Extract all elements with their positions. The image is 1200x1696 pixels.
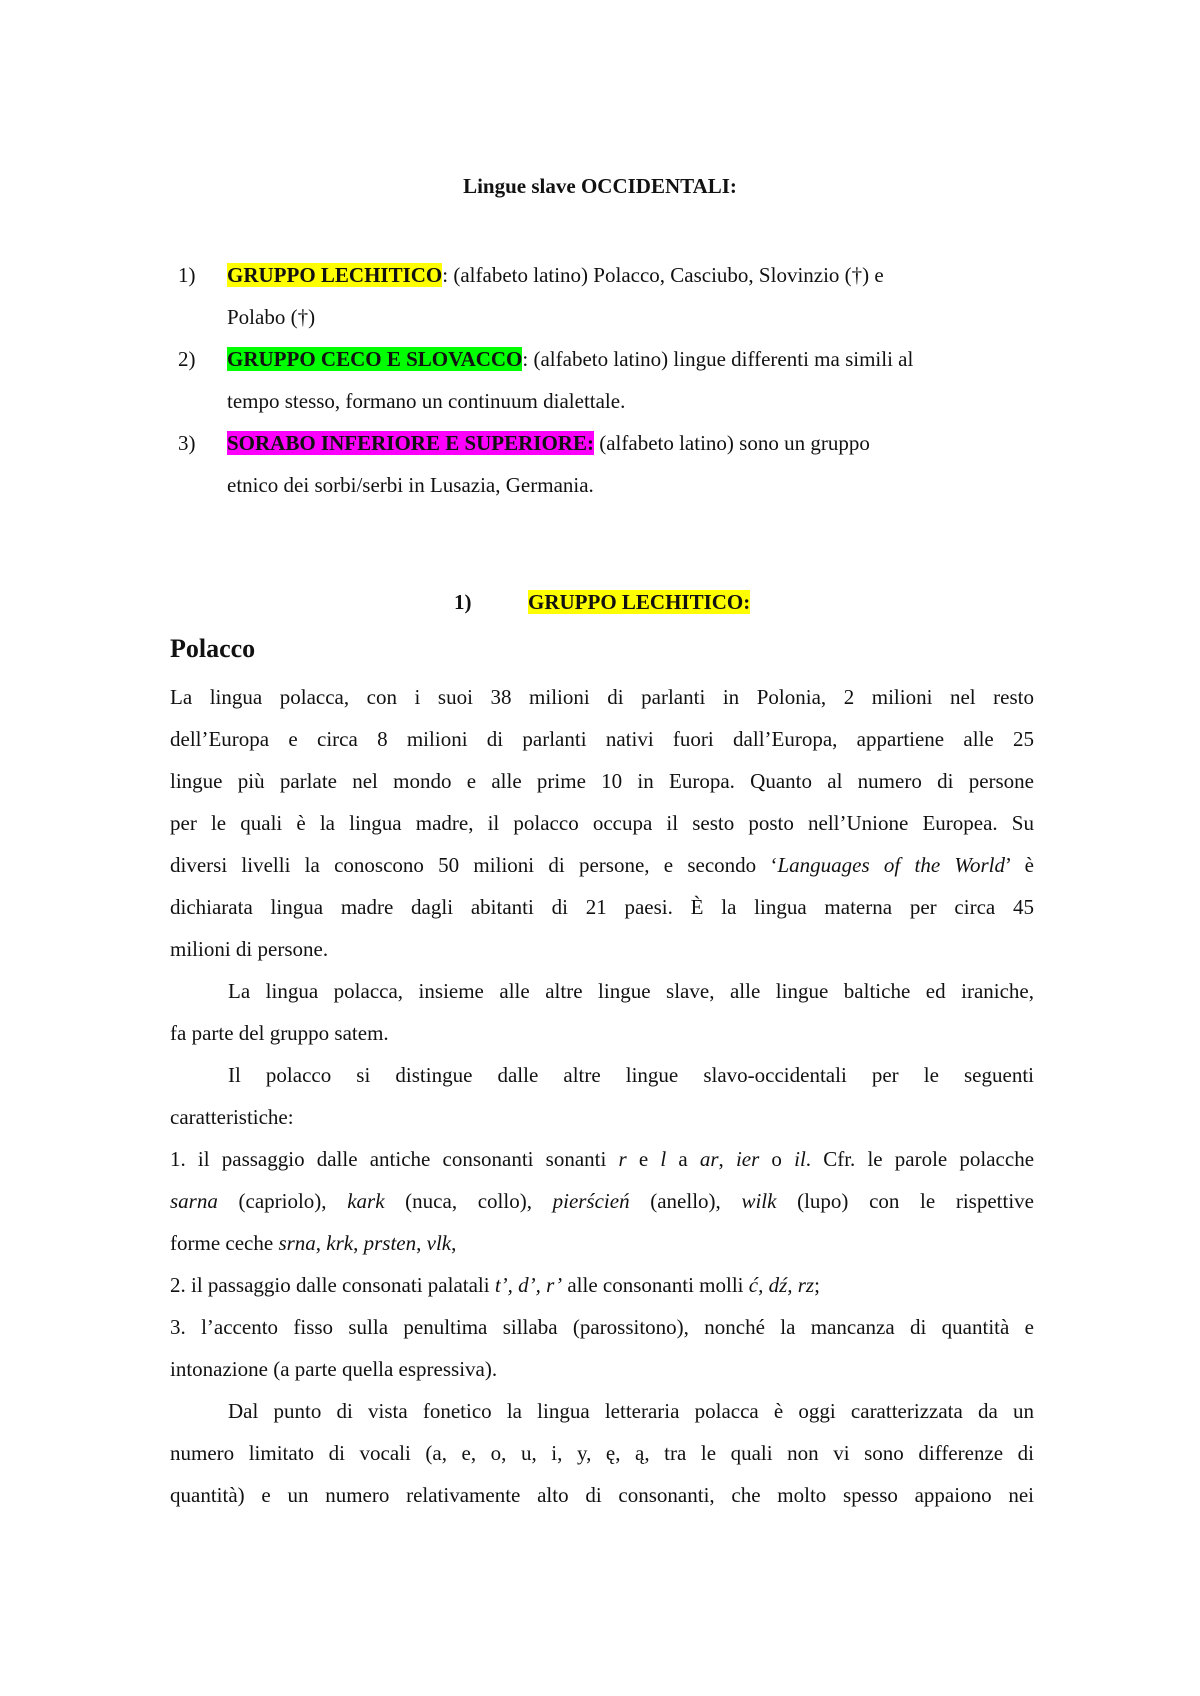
list-item-line bbox=[227, 338, 1040, 380]
text-line: Il polacco si distingue dalle altre lingue slavo-occidentali per le seguenti bbox=[228, 1063, 1034, 1087]
text-line: lingue più parlate nel mondo e alle prime 10 in Europa. Quanto al numero di persone bbox=[170, 769, 1034, 793]
list-item-text: (alfabeto latino) sono un gruppo bbox=[593, 431, 870, 455]
text-line: dichiarata lingua madre dagli abitanti di 21 paesi. È la lingua materna per circa 45 bbox=[170, 895, 1034, 919]
text-line: dell’Europa e circa 8 milioni di parlanti nativi fuori dall’Europa, appartiene alle 25 bbox=[170, 727, 1034, 751]
text-line: forme ceche srna, krk, prsten, vlk, bbox=[170, 1231, 457, 1255]
highlight-sorbian: SORABO INFERIORE E SUPERIORE: bbox=[227, 431, 594, 455]
list-item-text: : (alfabeto latino) Polacco, Casciubo, Slovinzio (†) e bbox=[442, 263, 884, 287]
list-number: 1) bbox=[178, 263, 196, 287]
list-item-line bbox=[227, 422, 1040, 464]
text-line: La lingua polacca, con i suoi 38 milioni di parlanti in Polonia, 2 milioni nel resto bbox=[170, 685, 1034, 709]
text-line: Dal punto di vista fonetico la lingua letteraria polacca è oggi caratterizzata da un bbox=[228, 1399, 1034, 1423]
book-title: Languages of the World bbox=[777, 853, 1005, 877]
list-item bbox=[170, 254, 1040, 338]
list-item-line: etnico dei sorbi/serbi in Lusazia, Germania. bbox=[227, 473, 594, 497]
list-item bbox=[170, 422, 1040, 506]
subheading-polacco: Polacco bbox=[170, 634, 256, 663]
text-line: diversi livelli la conoscono 50 milioni di persone, e secondo ‘Languages of the World’ è bbox=[170, 853, 1035, 877]
section-heading bbox=[454, 590, 750, 615]
text-line: milioni di persone. bbox=[170, 937, 329, 961]
list-number: 2) bbox=[178, 347, 196, 371]
text-line: sarna (capriolo), kark (nuca, collo), pierścień (anello), wilk (lupo) con le rispettive bbox=[170, 1189, 1034, 1213]
text-line: 3. l’accento fisso sulla penultima sillaba (parossitono), nonché la mancanza di quantità e bbox=[170, 1315, 1034, 1339]
highlight-lechitic: GRUPPO LECHITICO bbox=[227, 263, 443, 287]
text-line: per le quali è la lingua madre, il polacco occupa il sesto posto nell’Unione Europea. Su bbox=[170, 811, 1034, 835]
text-line: intonazione (a parte quella espressiva). bbox=[170, 1357, 498, 1381]
highlight-czech-slovak: GRUPPO CECO E SLOVACCO bbox=[227, 347, 523, 371]
list-item-line: tempo stesso, formano un continuum dialettale. bbox=[227, 389, 626, 413]
text-line: numero limitato di vocali (a, e, o, u, i, y, ę, ą, tra le quali non vi sono differenze di bbox=[170, 1441, 1034, 1465]
section-number: 1) bbox=[454, 590, 472, 614]
list-item-line bbox=[227, 254, 1040, 296]
text-line: caratteristiche: bbox=[170, 1105, 294, 1129]
section-label: GRUPPO LECHITICO: bbox=[528, 590, 751, 614]
list-item-text: : (alfabeto latino) lingue differenti ma simili al bbox=[522, 347, 914, 371]
document-title: Lingue slave OCCIDENTALI: bbox=[463, 174, 737, 198]
text-line: quantità) e un numero relativamente alto di consonanti, che molto spesso appaiono nei bbox=[170, 1483, 1034, 1507]
list-item-line: Polabo (†) bbox=[227, 305, 316, 329]
language-groups-list bbox=[170, 254, 1040, 506]
list-item bbox=[170, 338, 1040, 422]
text-line: fa parte del gruppo satem. bbox=[170, 1021, 389, 1045]
text-line: 2. il passaggio dalle consonati palatali t’, d’, r’ alle consonanti molli ć, dź, rz; bbox=[170, 1273, 820, 1297]
text-line: La lingua polacca, insieme alle altre lingue slave, alle lingue baltiche ed iraniche, bbox=[228, 979, 1034, 1003]
list-number: 3) bbox=[178, 431, 196, 455]
text-line: 1. il passaggio dalle antiche consonanti sonanti r e l a ar, ier o il. Cfr. le parole polacche bbox=[170, 1147, 1035, 1171]
body-text bbox=[170, 676, 1034, 1516]
